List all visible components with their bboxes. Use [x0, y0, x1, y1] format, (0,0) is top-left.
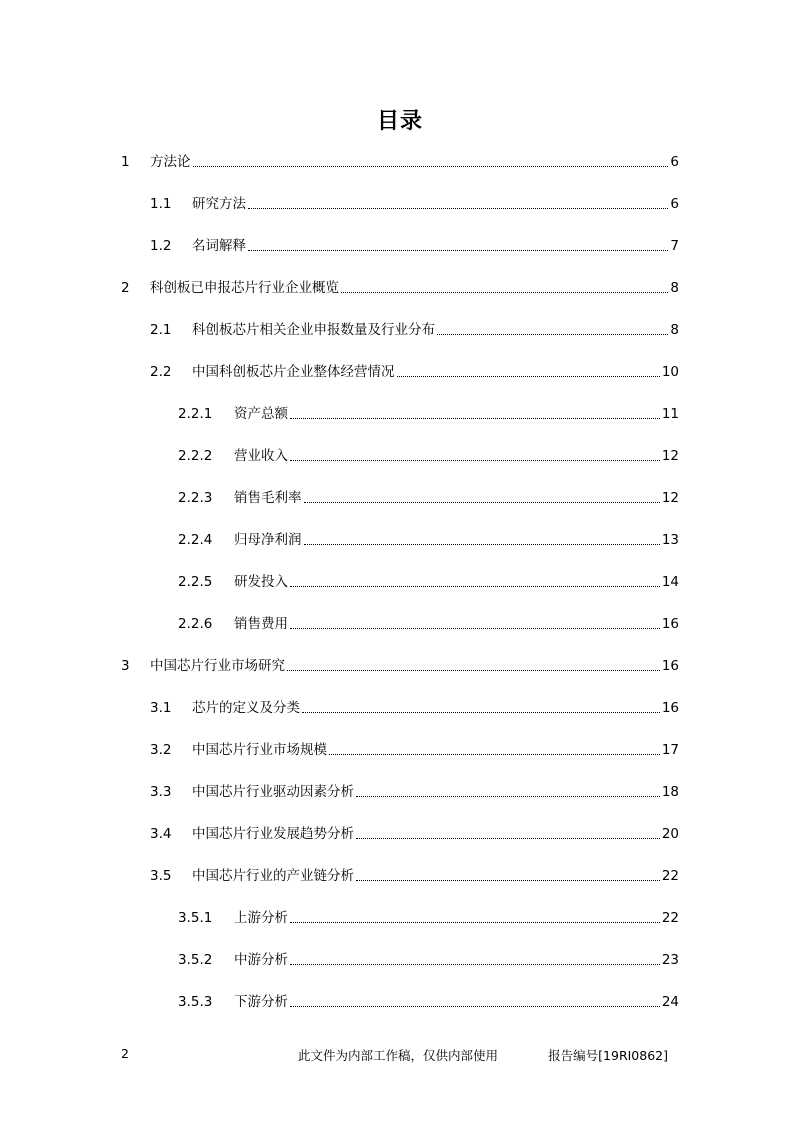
toc-label: 方法论: [150, 154, 191, 170]
toc-label: 名词解释: [192, 238, 246, 254]
toc-entry[interactable]: [150, 192, 679, 212]
toc-leader-dots: [290, 418, 660, 419]
toc-number: 3.3: [150, 784, 172, 800]
toc-page-number: 14: [661, 574, 679, 590]
toc-entry[interactable]: [150, 822, 679, 842]
toc-leader-dots: [341, 292, 668, 293]
toc-label: 下游分析: [234, 994, 288, 1010]
toc-entry[interactable]: [178, 444, 679, 464]
toc-entry[interactable]: [178, 402, 679, 422]
footer-page-number: 2: [121, 1046, 129, 1061]
toc-page-number: 11: [661, 406, 679, 422]
toc-entry[interactable]: [121, 150, 679, 170]
toc-leader-dots: [397, 376, 660, 377]
toc-entry[interactable]: [121, 654, 679, 674]
toc-number: 2.2.3: [178, 490, 213, 506]
toc-entry[interactable]: [178, 906, 679, 926]
toc-number: 2.2.2: [178, 448, 213, 464]
toc-label: 研发投入: [234, 574, 288, 590]
toc-entry[interactable]: [150, 318, 679, 338]
toc-label: 中国芯片行业市场规模: [192, 742, 327, 758]
toc-number: 2.2.1: [178, 406, 213, 422]
toc-number: 3.1: [150, 700, 172, 716]
toc-page-number: 22: [661, 868, 679, 884]
toc-leader-dots: [290, 964, 660, 965]
toc-leader-dots: [248, 250, 668, 251]
toc-page-number: 17: [661, 742, 679, 758]
toc-number: 3.5: [150, 868, 172, 884]
toc-number: 3.4: [150, 826, 172, 842]
toc-number: 2: [121, 280, 130, 296]
toc-leader-dots: [356, 880, 660, 881]
toc-leader-dots: [304, 502, 660, 503]
toc-number: 3.5.3: [178, 994, 213, 1010]
toc-number: 1.1: [150, 196, 172, 212]
toc-entry[interactable]: [178, 612, 679, 632]
toc-page-number: 10: [661, 364, 679, 380]
toc-label: 资产总额: [234, 406, 288, 422]
toc-label: 营业收入: [234, 448, 288, 464]
page-title: 目录: [376, 109, 423, 134]
toc-page-number: 6: [670, 196, 679, 212]
toc-leader-dots: [329, 754, 660, 755]
toc-leader-dots: [290, 628, 660, 629]
toc-leader-dots: [290, 586, 660, 587]
toc-page-number: 12: [661, 490, 679, 506]
toc-number: 3: [121, 658, 130, 674]
toc-entry[interactable]: [150, 738, 679, 758]
toc-page-number: 22: [661, 910, 679, 926]
toc-leader-dots: [304, 544, 660, 545]
toc-label: 上游分析: [234, 910, 288, 926]
toc-label: 芯片的定义及分类: [192, 700, 300, 716]
toc-number: 2.2.6: [178, 616, 213, 632]
toc-number: 3.5.1: [178, 910, 213, 926]
toc-page-number: 18: [661, 784, 679, 800]
toc-label: 中国科创板芯片企业整体经营情况: [192, 364, 395, 380]
toc-label: 中国芯片行业发展趋势分析: [192, 826, 354, 842]
toc-leader-dots: [290, 922, 660, 923]
toc-page-number: 16: [661, 616, 679, 632]
toc-leader-dots: [356, 796, 660, 797]
toc-page-number: 12: [661, 448, 679, 464]
toc-page-number: 16: [661, 658, 679, 674]
toc-number: 1.2: [150, 238, 172, 254]
toc-number: 2.2: [150, 364, 172, 380]
toc-number: 2.2.4: [178, 532, 213, 548]
toc-entry[interactable]: [150, 360, 679, 380]
toc-page-number: 8: [670, 280, 679, 296]
toc-entry[interactable]: [150, 234, 679, 254]
page-footer: [0, 1046, 800, 1066]
toc-entry[interactable]: [178, 570, 679, 590]
toc-leader-dots: [287, 670, 660, 671]
toc-label: 研究方法: [192, 196, 246, 212]
toc-leader-dots: [290, 460, 660, 461]
toc-page-number: 23: [661, 952, 679, 968]
toc-entry[interactable]: [178, 486, 679, 506]
toc-leader-dots: [302, 712, 660, 713]
toc-entry[interactable]: [178, 990, 679, 1010]
footer-report-id: 报告编号[19RI0862]: [548, 1048, 668, 1063]
toc-page-number: 13: [661, 532, 679, 548]
toc-number: 1: [121, 154, 130, 170]
toc-number: 2.1: [150, 322, 172, 338]
toc-leader-dots: [356, 838, 660, 839]
toc-entry[interactable]: [121, 276, 679, 296]
toc-number: 3.5.2: [178, 952, 213, 968]
toc-entry[interactable]: [150, 696, 679, 716]
toc-page-number: 6: [670, 154, 679, 170]
toc-page-number: 20: [661, 826, 679, 842]
toc-label: 销售毛利率: [234, 490, 302, 506]
toc-label: 中国芯片行业市场研究: [150, 658, 285, 674]
toc-leader-dots: [437, 334, 668, 335]
toc-entry[interactable]: [150, 780, 679, 800]
toc-number: 2.2.5: [178, 574, 213, 590]
toc-page-number: 24: [661, 994, 679, 1010]
toc-label: 中国芯片行业的产业链分析: [192, 868, 354, 884]
toc-number: 3.2: [150, 742, 172, 758]
footer-confidential-notice: 此文件为内部工作稿，仅供内部使用: [298, 1048, 499, 1063]
toc-entry[interactable]: [178, 948, 679, 968]
toc-leader-dots: [248, 208, 668, 209]
toc-label: 销售费用: [234, 616, 288, 632]
toc-page-number: 8: [670, 322, 679, 338]
toc-label: 归母净利润: [234, 532, 302, 548]
toc-label: 中国芯片行业驱动因素分析: [192, 784, 354, 800]
toc-label: 科创板芯片相关企业申报数量及行业分布: [192, 322, 435, 338]
toc-entry[interactable]: [150, 864, 679, 884]
toc-leader-dots: [193, 166, 669, 167]
toc-page-number: 7: [670, 238, 679, 254]
toc-page-number: 16: [661, 700, 679, 716]
toc-leader-dots: [290, 1006, 660, 1007]
toc-label: 科创板已申报芯片行业企业概览: [150, 280, 339, 296]
toc-entry[interactable]: [178, 528, 679, 548]
toc-label: 中游分析: [234, 952, 288, 968]
